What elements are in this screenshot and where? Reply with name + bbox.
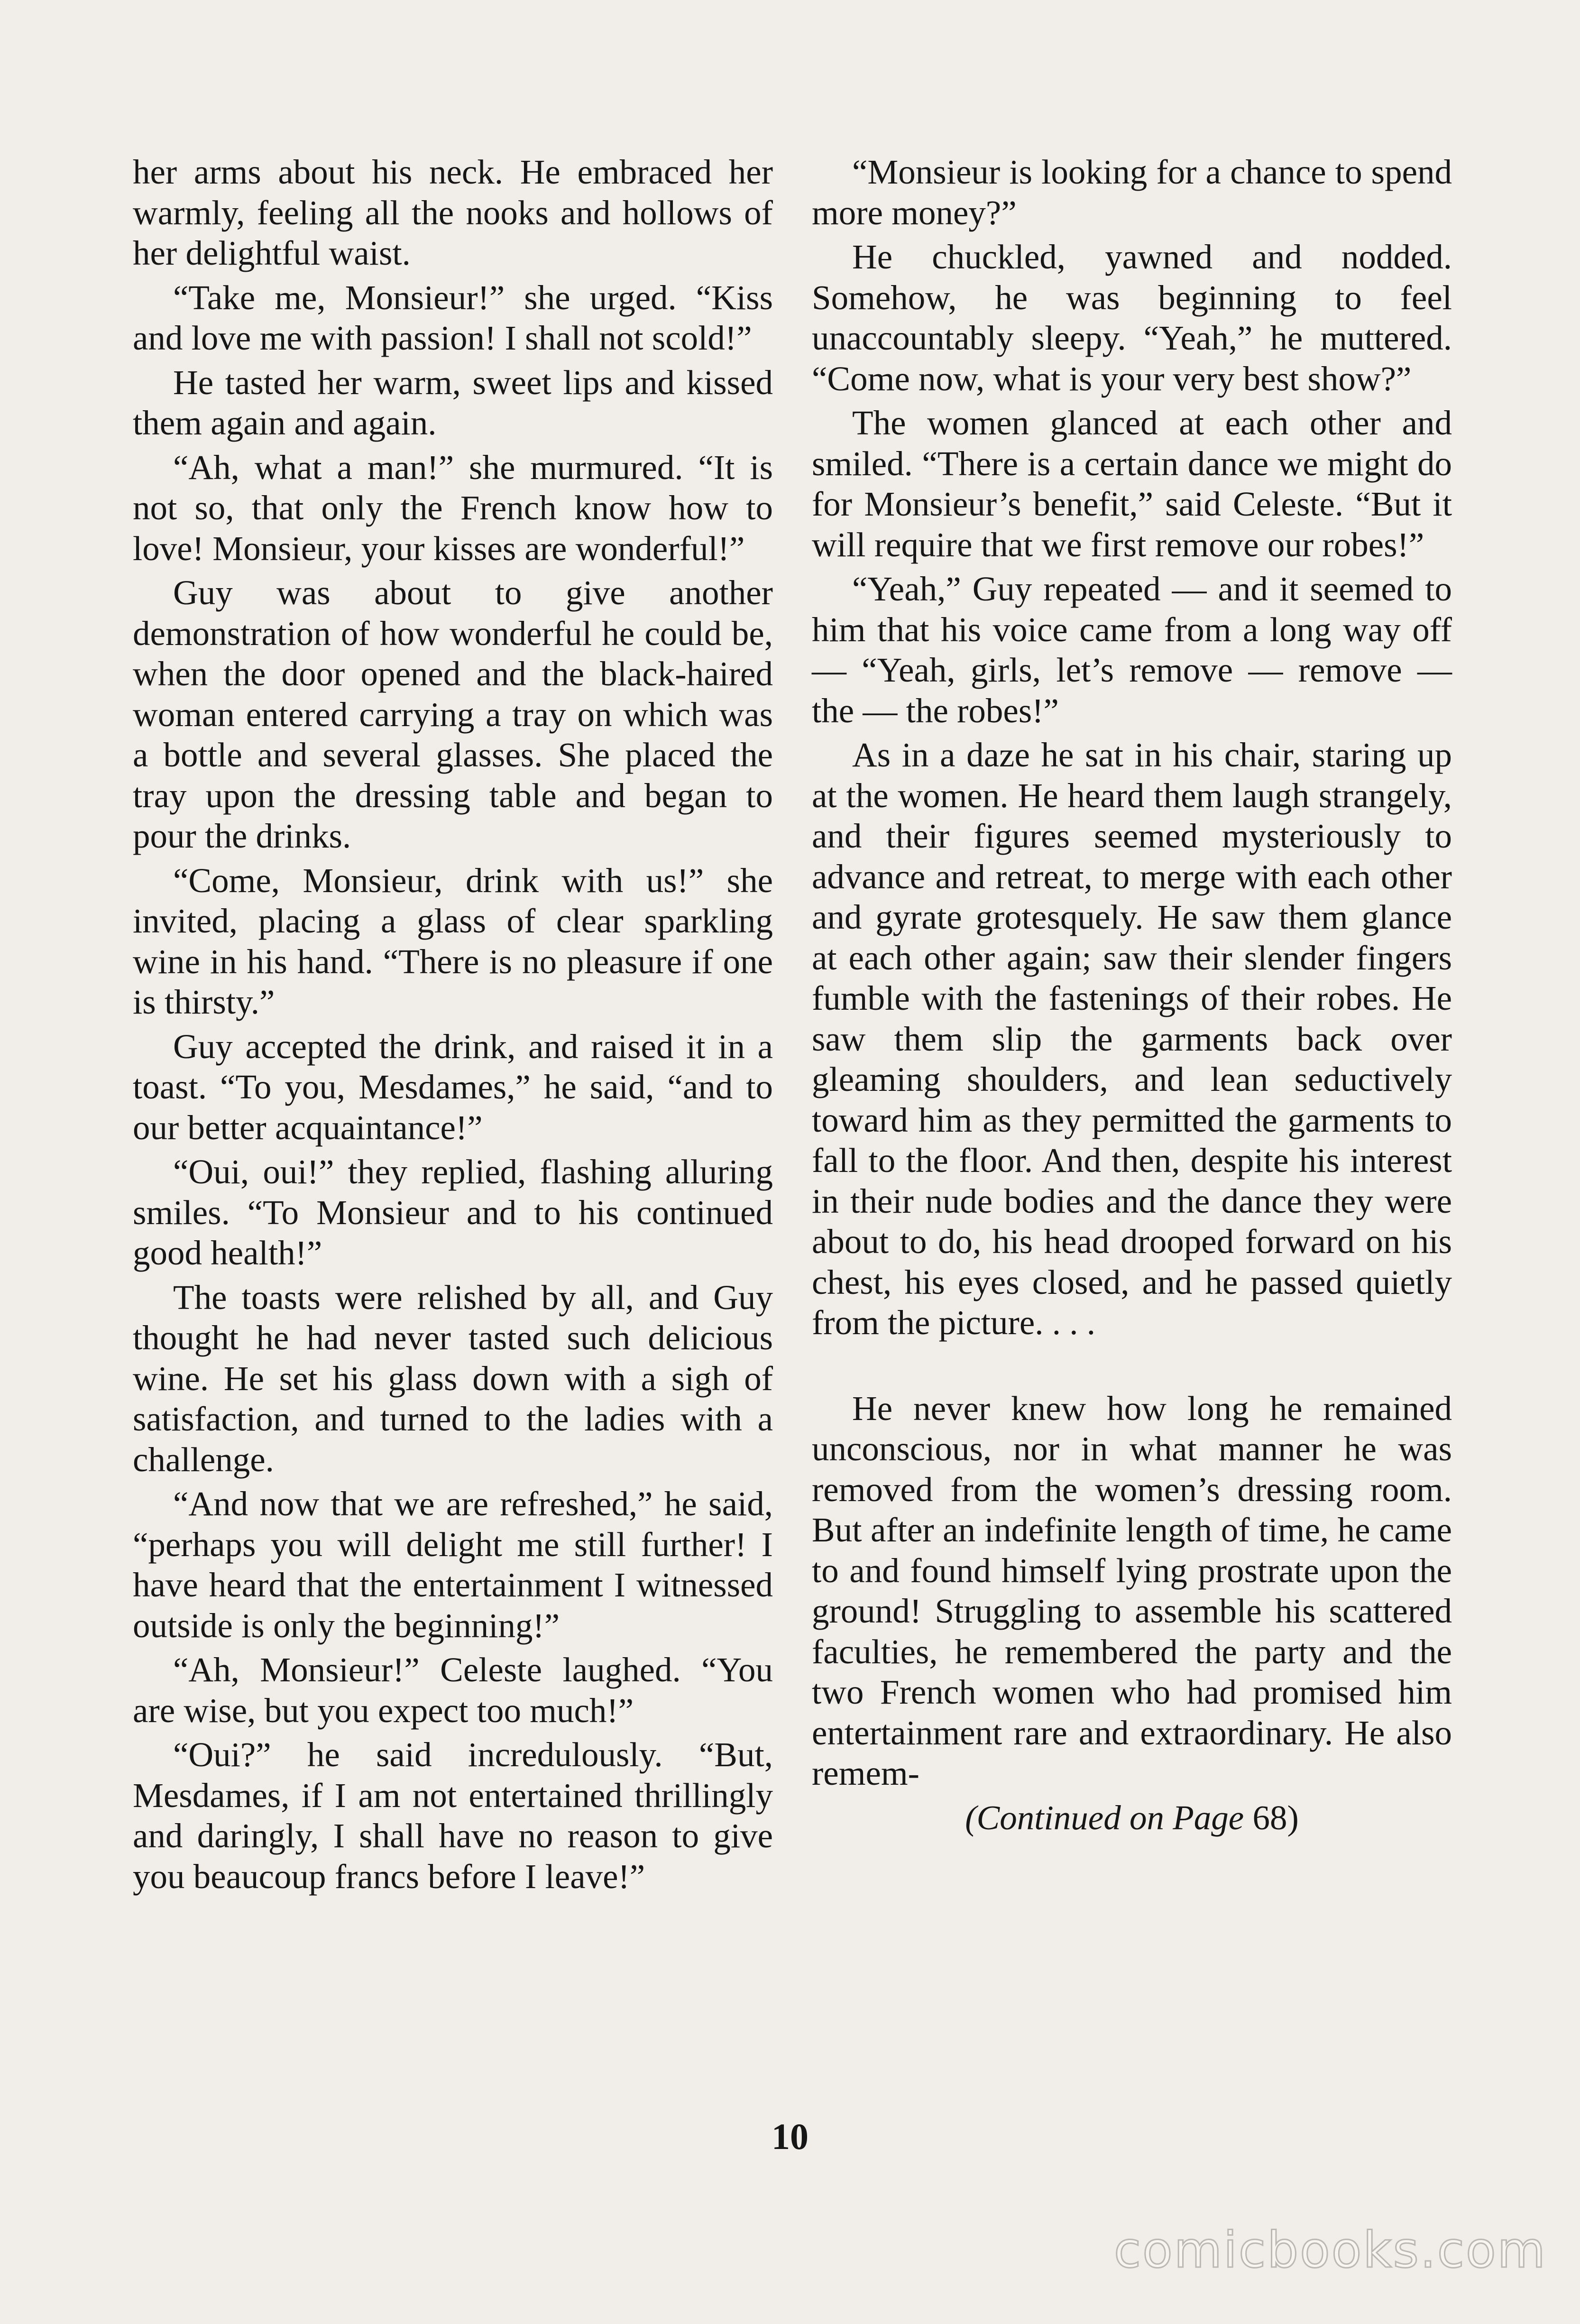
watermark: comicbooks.com bbox=[1113, 2221, 1547, 2279]
left-column bbox=[133, 152, 773, 1900]
paragraph: “And now that we are refreshed,” he said, “perhaps you will delight me still further! I have heard that the entertainment I witnessed outside is only the beginning!” bbox=[133, 1485, 773, 1645]
paragraph: The women glanced at each other and smiled. “There is a certain dance we might do for Monsieur’s benefit,” said Celeste. “But it will require that we first remove our robes!” bbox=[812, 404, 1452, 564]
paragraph: “Oui?” he said incredulously. “But, Mesdames, if I am not entertained thrillingly and daringly, I shall have no reason to give you beaucoup francs before I leave!” bbox=[133, 1735, 773, 1896]
paragraph: Guy was about to give another demonstration of how wonderful he could be, when the door opened and the black-haired woman entered carrying a tray on which was a bottle and several glasses. She placed the tray upon the dressing table and began to pour the drinks. bbox=[133, 573, 773, 855]
continued-label: (Continued on Page bbox=[965, 1798, 1244, 1837]
right-column bbox=[812, 152, 1452, 1842]
continued-note bbox=[812, 1798, 1452, 1838]
paragraph: “Monsieur is looking for a chance to spend more money?” bbox=[812, 153, 1452, 232]
paragraph: her arms about his neck. He embraced her warmly, feeling all the nooks and hollows of her delightful waist. bbox=[133, 153, 773, 272]
paragraph: “Ah, what a man!” she murmured. “It is not so, that only the French know how to love! Monsieur, your kisses are wonderful!” bbox=[133, 448, 773, 568]
paragraph: Guy accepted the drink, and raised it in a toast. “To you, Mesdames,” he said, “and to our better acquaintance!” bbox=[133, 1027, 773, 1147]
paragraph: He tasted her warm, sweet lips and kissed them again and again. bbox=[133, 363, 773, 442]
paragraph: As in a daze he sat in his chair, staring up at the women. He heard them laugh strangely, and their figures seemed mysteriously to advance and retreat, to merge with each other and gyrate grotesquely. He saw them glance at each other again; saw their slender fingers fumble with the fastenings of their robes. He saw them slip the garments back over gleaming shoulders, and lean seductively toward him as they permitted the garments to fall to the floor. And then, despite his interest in their nude bodies and the dance they were about to do, his head drooped forward on his chest, his eyes closed, and he passed quietly from the picture. . . . bbox=[812, 736, 1452, 1342]
page-number: 10 bbox=[772, 2116, 808, 2157]
paragraph: “Yeah,” Guy repeated — and it seemed to him that his voice came from a long way off — “Yeah, girls, let’s remove — remove — the — the robes!” bbox=[812, 570, 1452, 730]
paragraph: He never knew how long he remained unconscious, nor in what manner he was removed from the women’s dressing room. But after an indefinite length of time, he came to and found himself lying prostrate upon the ground! Struggling to assemble his scattered faculties, he remembered the party and the two French women who had promised him entertainment rare and extraordinary. He also remem- bbox=[812, 1389, 1452, 1792]
continued-page: 68) bbox=[1252, 1798, 1299, 1837]
paragraph: The toasts were relished by all, and Guy thought he had never tasted such delicious wine. He set his glass down with a sigh of satisfaction, and turned to the ladies with a challenge. bbox=[133, 1278, 773, 1479]
paragraph: “Oui, oui!” they replied, flashing alluring smiles. “To Monsieur and to his continued good health!” bbox=[133, 1153, 773, 1272]
paragraph: “Take me, Monsieur!” she urged. “Kiss and love me with passion! I shall not scold!” bbox=[133, 278, 773, 357]
paragraph: “Ah, Monsieur!” Celeste laughed. “You are wise, but you expect too much!” bbox=[133, 1651, 773, 1730]
paragraph: “Come, Monsieur, drink with us!” she invited, placing a glass of clear sparkling wine in his hand. “There is no pleasure if one is thirsty.” bbox=[133, 861, 773, 1021]
paragraph: He chuckled, yawned and nodded. Somehow, he was beginning to feel unaccountably sleepy. “Yeah,” he muttered. “Come now, what is your very best show?” bbox=[812, 238, 1452, 398]
